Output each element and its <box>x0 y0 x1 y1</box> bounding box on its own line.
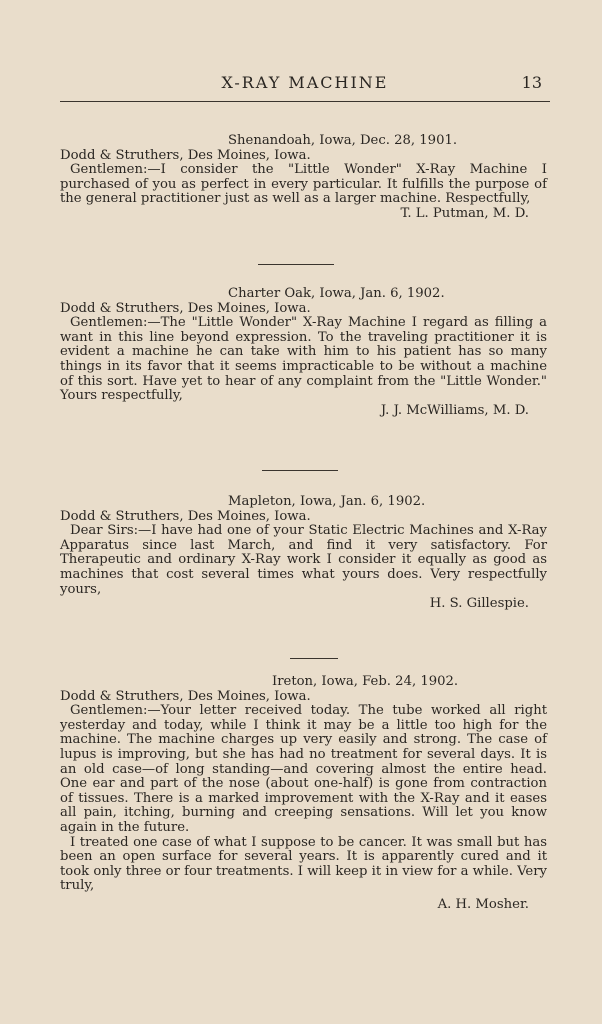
letter-dateline: Mapleton, Iowa, Jan. 6, 1902. <box>228 494 426 509</box>
letter-dateline: Ireton, Iowa, Feb. 24, 1902. <box>272 674 459 689</box>
header-rule <box>60 101 550 102</box>
letter-signature: H. S. Gillespie. <box>429 596 529 612</box>
letter-body: Dear Sirs:—I have had one of your Static Electric Machines and X-Ray Apparatus since last March, and find it very satisfactory. For Therapeutic and ordinary X-Ray work I consider it equally as good as machines that cost several times what yours does. Very respectfully yours, <box>60 523 547 597</box>
letter-mosher <box>60 675 547 913</box>
separator-rule <box>258 264 334 265</box>
letter-body: Gentlemen:—The "Little Wonder" X-Ray Machine I regard as filling a want in this line beyond expression. To the traveling practitioner it is evident a machine he can take with him to his patient has so many things in its favor that it seems impracticable to be without a machine of this sort. Have yet to hear of any complaint from the "Little Wonder." Yours respectfully, <box>60 315 547 404</box>
letter-body: Gentlemen:—I consider the "Little Wonder" X-Ray Machine I purchased of you as perfect in every particular. It fulfills the purpose of the general practitioner just as well as a larger machine. Respectfully, <box>60 162 547 207</box>
letter-addressee: Dodd & Struthers, Des Moines, Iowa. <box>60 688 311 704</box>
page-header <box>60 73 550 99</box>
letter-addressee: Dodd & Struthers, Des Moines, Iowa. <box>60 147 311 163</box>
letter-signature: A. H. Mosher. <box>437 896 529 912</box>
running-title: X-RAY MACHINE <box>221 73 389 92</box>
letter-signature: J. J. McWilliams, M. D. <box>380 402 529 418</box>
separator-rule <box>262 470 338 471</box>
letter-body-continued: I treated one case of what I suppose to be cancer. It was small but has been an open surface for several years. It is apparently cured and it took only three or four treatments. I will keep it in view for a while. Very truly, <box>60 834 547 894</box>
letter-mcwilliams <box>60 287 547 418</box>
letter-addressee: Dodd & Struthers, Des Moines, Iowa. <box>60 300 311 316</box>
letter-addressee: Dodd & Struthers, Des Moines, Iowa. <box>60 508 311 524</box>
letter-gillespie <box>60 495 547 612</box>
letter-body: Gentlemen:—Your letter received today. The tube worked all right yesterday and today, while I think it may be a little too high for the machine. The machine charges up very easily and strong. The case of lupus is improving, but she has had no treatment for several days. It is an old case—of long standing—and covering almost the entire head. One ear and part of the nose (about one-half) is gone from contraction of tissues. There is a marked improvement with the X-Ray and it eases all pain, itching, burning and creeping sensations. Will let you know again in the future. <box>60 703 547 835</box>
letter-putman <box>60 134 547 222</box>
separator-rule <box>290 658 338 659</box>
letter-dateline: Shenandoah, Iowa, Dec. 28, 1901. <box>228 133 458 148</box>
letter-signature: T. L. Putman, M. D. <box>400 205 529 221</box>
page-number: 13 <box>521 73 542 92</box>
letter-dateline: Charter Oak, Iowa, Jan. 6, 1902. <box>228 286 445 301</box>
